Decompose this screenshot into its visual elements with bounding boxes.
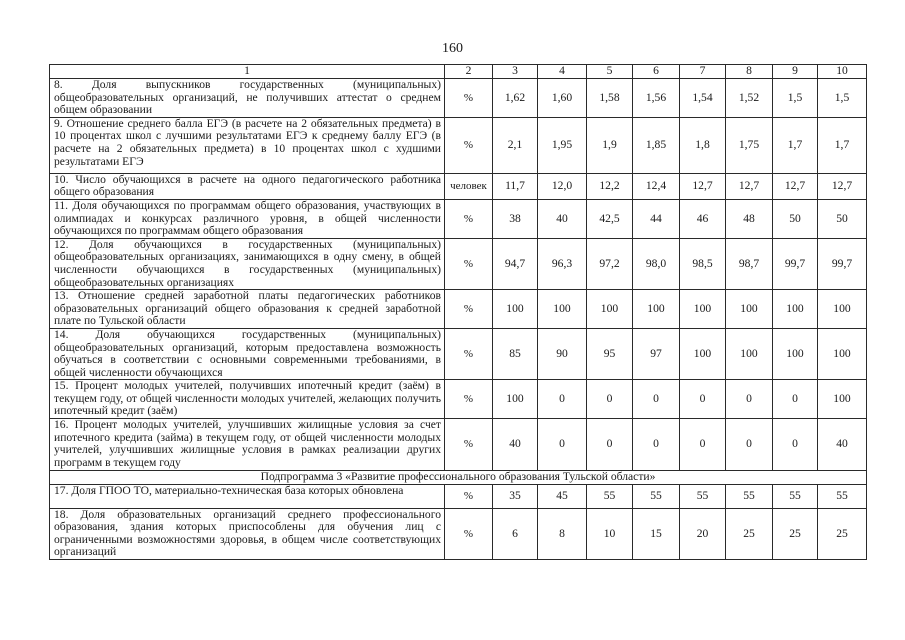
section-row xyxy=(50,471,867,485)
indicator-value: 1,52 xyxy=(726,79,773,118)
indicator-description: 16. Процент молодых учителей, улучшивших жилищные условия за счет ипотечного кредита (займа) в текущем году, от общей численности молодых учителей, улучшивших жилищные условия в рамках реализации других программ в текущем году xyxy=(50,419,445,471)
indicator-value: 0 xyxy=(726,419,773,471)
indicator-unit: % xyxy=(445,199,493,238)
page-number: 160 xyxy=(442,41,463,56)
indicator-value: 50 xyxy=(773,199,818,238)
table-row xyxy=(50,117,867,173)
indicator-value: 0 xyxy=(773,380,818,419)
indicator-value: 1,5 xyxy=(818,79,867,118)
indicator-description: 17. Доля ГПОО ТО, материально-техническая база которых обновлена xyxy=(50,484,445,508)
indicator-value: 1,5 xyxy=(773,79,818,118)
indicator-description: 18. Доля образовательных организаций среднего профессионального образования, здания которых приспособлены для обучения лиц с ограниченными возможностями здоровья, в общем числе соответствующих организаций xyxy=(50,508,445,559)
indicator-value: 100 xyxy=(773,290,818,329)
indicator-value: 1,56 xyxy=(633,79,680,118)
indicator-value: 100 xyxy=(633,290,680,329)
indicator-description: 14. Доля обучающихся государственных (муниципальных) общеобразовательных организаций, которым предоставлена возможность обучаться в соответствии с основными современными требованиями, в общей численности обучающихся xyxy=(50,328,445,379)
indicator-unit: % xyxy=(445,484,493,508)
indicator-value: 2,1 xyxy=(493,117,538,173)
indicator-value: 20 xyxy=(680,508,726,559)
table-row xyxy=(50,328,867,379)
indicator-value: 98,5 xyxy=(680,238,726,289)
indicator-value: 100 xyxy=(773,328,818,379)
indicator-value: 55 xyxy=(633,484,680,508)
indicator-value: 100 xyxy=(726,328,773,379)
indicator-value: 0 xyxy=(587,419,633,471)
indicator-value: 55 xyxy=(818,484,867,508)
indicator-value: 46 xyxy=(680,199,726,238)
indicator-value: 1,7 xyxy=(818,117,867,173)
indicator-unit: % xyxy=(445,290,493,329)
indicator-value: 10 xyxy=(587,508,633,559)
column-number-3: 3 xyxy=(493,65,538,79)
indicator-value: 25 xyxy=(726,508,773,559)
indicator-description: 8. Доля выпускников государственных (муниципальных) общеобразовательных организаций, не получивших аттестат о среднем общем образовании xyxy=(50,79,445,118)
table-row xyxy=(50,238,867,289)
indicator-value: 1,60 xyxy=(538,79,587,118)
indicator-value: 38 xyxy=(493,199,538,238)
column-number-5: 5 xyxy=(587,65,633,79)
indicator-value: 55 xyxy=(726,484,773,508)
indicator-value: 1,8 xyxy=(680,117,726,173)
indicator-description: 11. Доля обучающихся по программам общего образования, участвующих в олимпиадах и конкурсах различного уровня, в общей численности обучающихся по программам общего образования xyxy=(50,199,445,238)
indicator-description: 10. Число обучающихся в расчете на одного педагогического работника общего образования xyxy=(50,173,445,199)
indicator-value: 0 xyxy=(680,380,726,419)
indicator-value: 100 xyxy=(680,328,726,379)
indicator-value: 48 xyxy=(726,199,773,238)
indicator-description: 9. Отношение среднего балла ЕГЭ (в расчете на 2 обязательных предмета) в 10 процентах школ с лучшими результатами ЕГЭ к среднему баллу ЕГЭ (в расчете на 2 обязательных предмета) в 10 процентах школ с худшими результатами ЕГЭ xyxy=(50,117,445,173)
indicator-value: 0 xyxy=(726,380,773,419)
indicator-value: 6 xyxy=(493,508,538,559)
indicator-value: 100 xyxy=(587,290,633,329)
indicator-value: 35 xyxy=(493,484,538,508)
table-row xyxy=(50,199,867,238)
table-row xyxy=(50,79,867,118)
table-body xyxy=(50,65,867,560)
indicator-value: 12,7 xyxy=(773,173,818,199)
indicator-value: 98,7 xyxy=(726,238,773,289)
column-number-7: 7 xyxy=(680,65,726,79)
indicator-unit: человек xyxy=(445,173,493,199)
column-number-9: 9 xyxy=(773,65,818,79)
indicator-value: 50 xyxy=(818,199,867,238)
indicator-value: 44 xyxy=(633,199,680,238)
column-number-2: 2 xyxy=(445,65,493,79)
indicator-value: 100 xyxy=(726,290,773,329)
indicator-value: 100 xyxy=(818,290,867,329)
table-row xyxy=(50,173,867,199)
indicator-value: 1,75 xyxy=(726,117,773,173)
indicator-value: 97 xyxy=(633,328,680,379)
indicator-value: 12,0 xyxy=(538,173,587,199)
indicator-value: 1,7 xyxy=(773,117,818,173)
indicator-value: 1,9 xyxy=(587,117,633,173)
header-row xyxy=(50,65,867,79)
indicator-value: 0 xyxy=(538,380,587,419)
indicator-value: 100 xyxy=(538,290,587,329)
table-row xyxy=(50,419,867,471)
indicator-value: 55 xyxy=(773,484,818,508)
indicator-value: 1,62 xyxy=(493,79,538,118)
indicator-value: 0 xyxy=(587,380,633,419)
column-number-8: 8 xyxy=(726,65,773,79)
indicator-value: 94,7 xyxy=(493,238,538,289)
indicator-value: 25 xyxy=(773,508,818,559)
table-row xyxy=(50,290,867,329)
indicator-value: 0 xyxy=(633,380,680,419)
indicator-value: 40 xyxy=(538,199,587,238)
indicator-description: 15. Процент молодых учителей, получивших ипотечный кредит (заём) в текущем году, от общей численности молодых учителей, желающих получить ипотечный кредит (заём) xyxy=(50,380,445,419)
indicator-value: 85 xyxy=(493,328,538,379)
column-number-4: 4 xyxy=(538,65,587,79)
indicator-value: 97,2 xyxy=(587,238,633,289)
column-number-6: 6 xyxy=(633,65,680,79)
indicator-value: 40 xyxy=(493,419,538,471)
column-number-10: 10 xyxy=(818,65,867,79)
indicator-value: 55 xyxy=(680,484,726,508)
indicator-value: 40 xyxy=(818,419,867,471)
indicator-value: 95 xyxy=(587,328,633,379)
indicator-value: 1,95 xyxy=(538,117,587,173)
indicators-table xyxy=(49,64,867,560)
indicator-value: 12,7 xyxy=(818,173,867,199)
indicator-value: 1,85 xyxy=(633,117,680,173)
table-row xyxy=(50,380,867,419)
indicator-unit: % xyxy=(445,79,493,118)
indicator-description: 12. Доля обучающихся в государственных (муниципальных) общеобразовательных организациях, занимающихся в одну смену, в общей численности обучающихся в государственных (муниципальных) общеобразовательных организациях xyxy=(50,238,445,289)
indicator-value: 15 xyxy=(633,508,680,559)
indicator-value: 100 xyxy=(680,290,726,329)
indicator-value: 90 xyxy=(538,328,587,379)
indicator-value: 96,3 xyxy=(538,238,587,289)
indicator-value: 0 xyxy=(633,419,680,471)
indicator-value: 25 xyxy=(818,508,867,559)
indicator-value: 42,5 xyxy=(587,199,633,238)
indicator-value: 100 xyxy=(818,328,867,379)
indicator-value: 0 xyxy=(773,419,818,471)
indicator-value: 0 xyxy=(538,419,587,471)
indicator-unit: % xyxy=(445,419,493,471)
indicator-value: 0 xyxy=(680,419,726,471)
table-row xyxy=(50,484,867,508)
indicator-unit: % xyxy=(445,380,493,419)
indicator-value: 55 xyxy=(587,484,633,508)
table-row xyxy=(50,508,867,559)
indicator-value: 100 xyxy=(818,380,867,419)
indicator-value: 1,58 xyxy=(587,79,633,118)
indicator-value: 1,54 xyxy=(680,79,726,118)
indicator-value: 45 xyxy=(538,484,587,508)
indicator-value: 99,7 xyxy=(773,238,818,289)
indicator-unit: % xyxy=(445,328,493,379)
indicator-value: 100 xyxy=(493,290,538,329)
indicator-value: 11,7 xyxy=(493,173,538,199)
indicator-unit: % xyxy=(445,117,493,173)
indicator-unit: % xyxy=(445,238,493,289)
indicator-value: 98,0 xyxy=(633,238,680,289)
subprogram-title: Подпрограмма 3 «Развитие профессионального образования Тульской области» xyxy=(50,471,867,485)
indicator-value: 8 xyxy=(538,508,587,559)
indicator-value: 12,7 xyxy=(726,173,773,199)
indicator-value: 12,4 xyxy=(633,173,680,199)
indicator-value: 12,7 xyxy=(680,173,726,199)
indicator-value: 100 xyxy=(493,380,538,419)
indicator-value: 12,2 xyxy=(587,173,633,199)
indicator-value: 99,7 xyxy=(818,238,867,289)
indicator-description: 13. Отношение средней заработной платы педагогических работников образовательных организаций общего образования к средней заработной плате по Тульской области xyxy=(50,290,445,329)
indicator-unit: % xyxy=(445,508,493,559)
column-number-1: 1 xyxy=(50,65,445,79)
